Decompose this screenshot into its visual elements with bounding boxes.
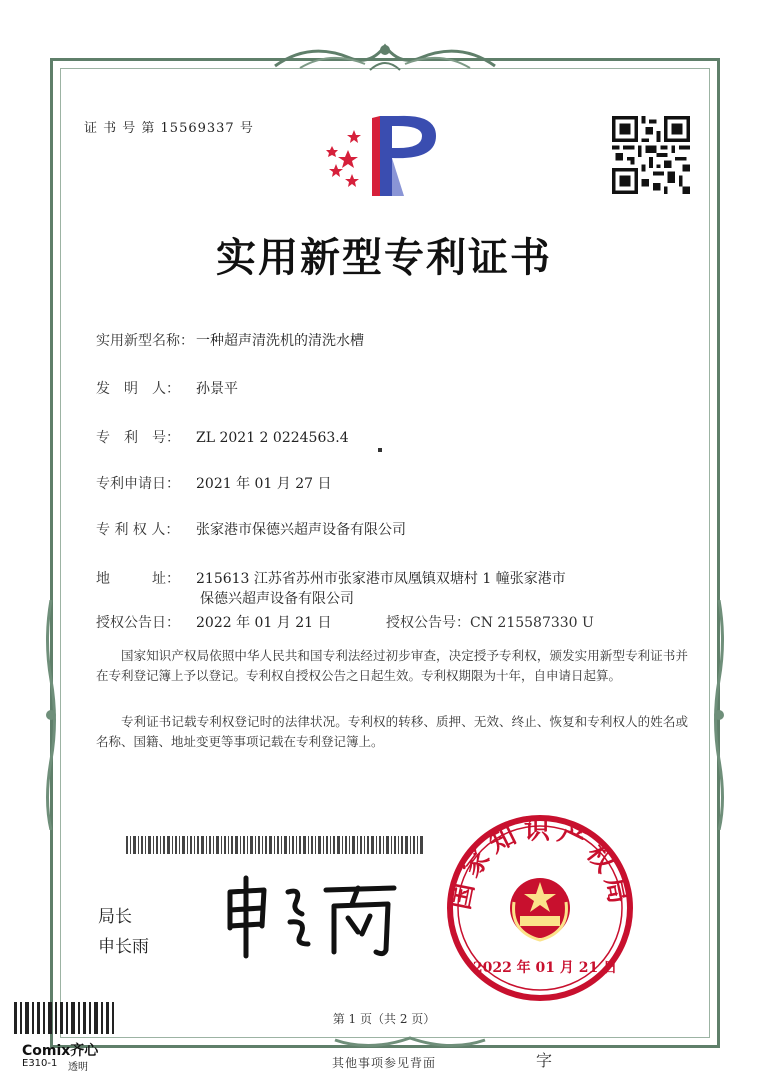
signature-icon	[212, 870, 402, 960]
filing-date-value: 2021 年 01 月 27 日	[196, 476, 332, 492]
footer-handwritten-mark: 字	[536, 1051, 553, 1070]
cnipa-logo-icon	[318, 108, 450, 200]
inventor-label: 发 明 人：	[96, 381, 180, 397]
qr-code-icon	[612, 116, 690, 194]
filing-date-row	[96, 473, 332, 493]
brand-stripes-icon	[14, 1000, 124, 1036]
utility-model-name-value: 一种超声清洗机的清洗水槽	[196, 333, 364, 349]
certificate-title: 实用新型专利证书	[216, 235, 552, 281]
patentee-label: 专 利 权 人：	[96, 522, 180, 538]
patent-number-label: 专 利 号：	[96, 430, 180, 446]
seal-text: 国家知识产权局	[445, 815, 635, 913]
statement-paragraph-2: 专利证书记载专利权登记时的法律状况。专利权的转移、质押、无效、终止、恢复和专利权人的姓名或名称、国籍、地址变更等事项记载在专利登记簿上。	[96, 714, 688, 749]
inventor-value: 孙景平	[196, 381, 238, 397]
grant-number-row	[386, 612, 594, 632]
statement-paragraph-1: 国家知识产权局依照中华人民共和国专利法经过初步审查，决定授予专利权，颁发实用新型专利证书并在专利登记簿上予以登记。专利权自授权公告之日起生效。专利权期限为十年，自申请日起算。	[96, 648, 688, 683]
folder-brand-label	[10, 1000, 130, 1076]
patent-number-row	[96, 427, 349, 447]
barcode-icon	[126, 836, 426, 854]
page-number: 第 1 页（共 2 页）	[332, 1012, 436, 1026]
grant-date-row	[96, 612, 332, 632]
patentee-value: 张家港市保德兴超声设备有限公司	[196, 522, 406, 538]
address-row	[96, 568, 566, 607]
left-ornament-icon	[42, 600, 60, 830]
utility-model-name-row	[96, 330, 364, 350]
brand-name: Comix齐心	[22, 1043, 99, 1059]
address-value-line1: 215613 江苏省苏州市张家港市凤凰镇双塘村 1 幢张家港市	[196, 571, 566, 587]
grant-number-value: CN 215587330 U	[470, 615, 594, 631]
director-name: 申长雨	[98, 937, 149, 957]
footer-note: 其他事项参见背面	[331, 1056, 436, 1070]
right-ornament-icon	[710, 600, 728, 830]
brand-variant: 透明	[68, 1062, 88, 1073]
top-ornament-icon	[270, 36, 500, 74]
filing-date-label: 专利申请日：	[96, 476, 180, 492]
bottom-ornament-icon	[330, 1030, 490, 1052]
grant-date-value: 2022 年 01 月 21 日	[196, 615, 332, 631]
patent-number-value: ZL 2021 2 0224563.4	[196, 430, 349, 446]
brand-code: E310-1	[22, 1058, 58, 1069]
utility-model-name-label: 实用新型名称：	[96, 333, 194, 349]
grant-date-label: 授权公告日：	[96, 615, 180, 631]
inventor-row	[96, 378, 238, 398]
ink-dot	[378, 448, 382, 452]
patentee-row	[96, 519, 406, 539]
director-title: 局长	[98, 907, 132, 927]
grant-number-label: 授权公告号：	[386, 615, 470, 631]
address-label: 地 址：	[96, 571, 180, 587]
seal-date: 2022 年 01 月 21 日	[472, 960, 618, 976]
certificate-number: 证 书 号 第 15569337 号	[84, 121, 254, 136]
address-value-line2: 保德兴超声设备有限公司	[200, 591, 354, 607]
